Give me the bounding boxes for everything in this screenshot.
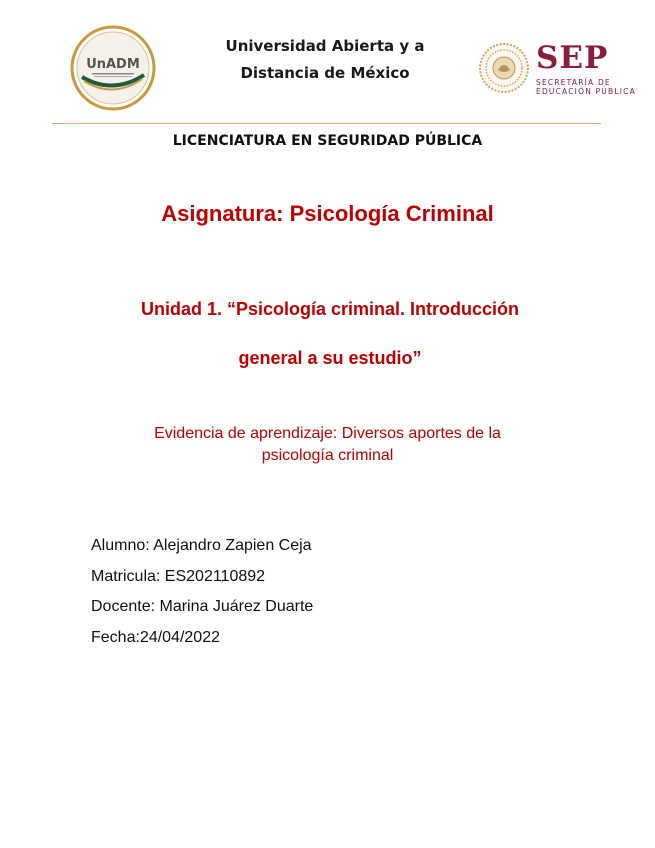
sep-subtitle-line1: SECRETARÍA DE: [536, 78, 611, 87]
evidence-title-line1: Evidencia de aprendizaje: Diversos aportes de la: [154, 425, 501, 442]
program-title: LICENCIATURA EN SEGURIDAD PÚBLICA: [172, 133, 483, 149]
unit-title-line1: Unidad 1. “Psicología criminal. Introducción: [140, 299, 520, 319]
unadm-logo: [70, 25, 156, 111]
evidence-title-line2: psicología criminal: [261, 447, 394, 464]
document-date: Fecha:24/04/2022: [91, 628, 220, 646]
student-info: [91, 531, 313, 653]
document-header: [0, 0, 655, 124]
sep-subtitle-line2: EDUCACIÓN PÚBLICA: [536, 87, 636, 96]
unadm-logo-text: UnADM: [86, 57, 140, 72]
evidence-title: [100, 423, 555, 467]
sep-subtitle: [536, 78, 636, 96]
university-name-line2: Distancia de México: [240, 64, 410, 82]
unit-title: [80, 285, 580, 383]
teacher-name: Docente: Marina Juárez Duarte: [91, 598, 314, 615]
header-divider: [52, 123, 601, 124]
student-name: Alumno: Alejandro Zapien Ceja: [91, 537, 312, 554]
sep-seal-icon: [478, 42, 530, 94]
university-name-line1: Universidad Abierta y a: [225, 37, 425, 55]
university-name: [190, 33, 460, 87]
subject-title: Asignatura: Psicología Criminal: [161, 201, 494, 226]
student-id: Matricula: ES202110892: [91, 567, 266, 585]
sep-acronym: SEP: [536, 40, 609, 76]
unit-title-line2: general a su estudio”: [238, 348, 422, 368]
